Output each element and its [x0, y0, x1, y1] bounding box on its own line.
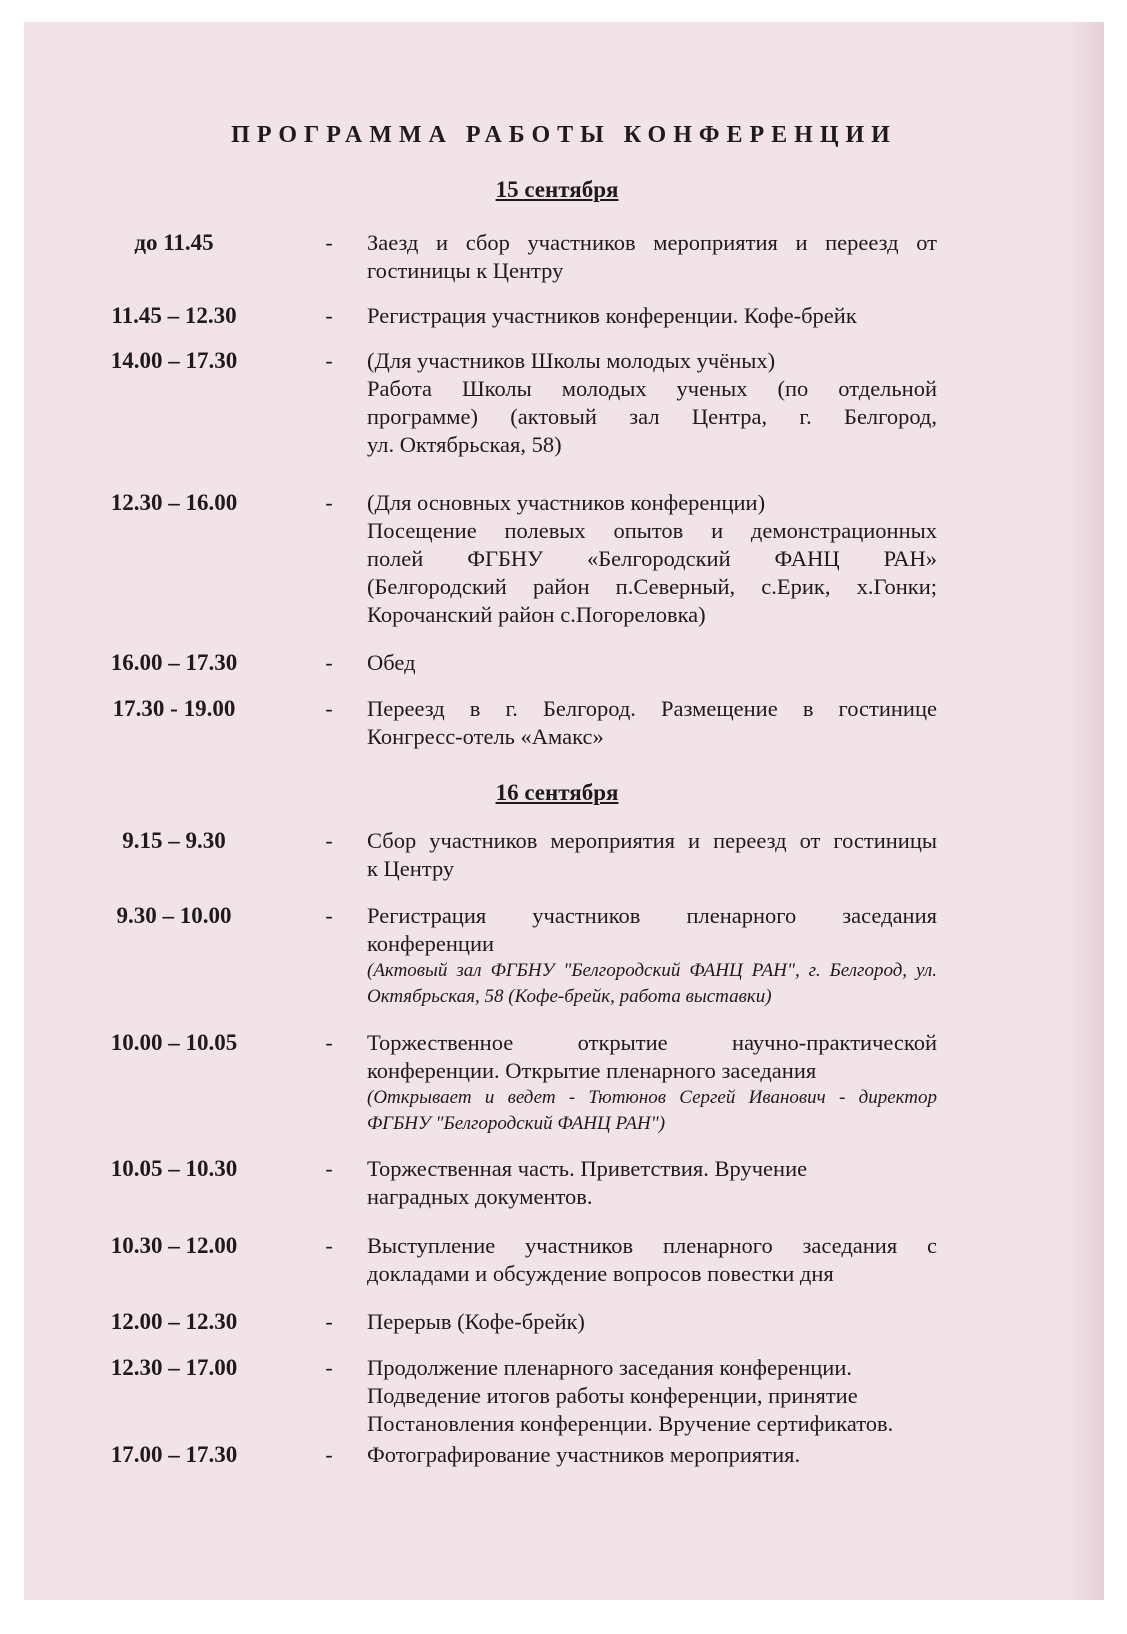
event-time: 14.00 – 17.30: [110, 348, 238, 373]
event-description: [367, 229, 937, 285]
day-heading: 16 сентября: [495, 780, 619, 805]
description-line: полей ФГБНУ «Белгородский ФАНЦ РАН»: [367, 546, 937, 571]
description-line: Торжественное открытие научно-практической: [367, 1030, 937, 1055]
document-page: [24, 22, 1104, 1600]
event-dash: -: [325, 303, 333, 328]
event-description: [367, 695, 937, 751]
event-dash: -: [325, 1156, 333, 1181]
description-line: Обед: [367, 650, 416, 675]
event-description: [367, 1441, 937, 1469]
description-line: Конгресс-отель «Амакс»: [367, 724, 604, 749]
description-line: (Для участников Школы молодых учёных): [367, 348, 776, 373]
event-time: 17.30 - 19.00: [112, 696, 236, 721]
event-note: (Открывает и ведет - Тютюнов Сергей Иванович - директор ФГБНУ "Белгородский ФАНЦ РАН"): [367, 1087, 937, 1134]
event-dash: -: [325, 490, 333, 515]
event-time: 12.30 – 16.00: [110, 490, 238, 515]
description-line: ул. Октябрьская, 58): [367, 432, 562, 457]
page-edge-shade: [1068, 22, 1104, 1600]
event-dash: -: [325, 348, 333, 373]
description-line: (Белгородский район п.Северный, с.Ерик, х.Гонки;: [367, 574, 937, 599]
event-description: [367, 827, 937, 883]
description-line: Постановления конференции. Вручение сертификатов.: [367, 1411, 894, 1436]
description-line: конференции. Открытие пленарного заседания: [367, 1058, 817, 1083]
description-line: Посещение полевых опытов и демонстрационных: [367, 518, 937, 543]
program-title: ПРОГРАММА РАБОТЫ КОНФЕРЕНЦИИ: [231, 122, 897, 148]
event-time: 10.05 – 10.30: [110, 1156, 238, 1181]
event-note: (Актовый зал ФГБНУ "Белгородский ФАНЦ РАН", г. Белгород, ул. Октябрьская, 58 (Кофе-брейк, работа выставки): [367, 960, 937, 1007]
event-dash: -: [325, 650, 333, 675]
description-line: Перерыв (Кофе-брейк): [367, 1309, 585, 1334]
description-line: программе) (актовый зал Центра, г. Белгород,: [367, 404, 937, 429]
event-dash: -: [325, 696, 333, 721]
event-dash: -: [325, 1355, 333, 1380]
description-line: Продолжение пленарного заседания конференции.: [367, 1355, 853, 1380]
description-line: (Для основных участников конференции): [367, 490, 766, 515]
event-time: до 11.45: [134, 230, 214, 255]
event-time: 9.30 – 10.00: [116, 903, 232, 928]
description-line: Заезд и сбор участников мероприятия и переезд от: [367, 230, 937, 255]
event-dash: -: [325, 1309, 333, 1334]
description-line: Работа Школы молодых ученых (по отдельной: [367, 376, 937, 401]
event-dash: -: [325, 903, 333, 928]
event-description: [367, 902, 937, 1010]
event-description: [367, 1029, 937, 1137]
event-time: 11.45 – 12.30: [111, 303, 237, 328]
event-time: 10.00 – 10.05: [110, 1030, 238, 1055]
event-dash: -: [325, 1233, 333, 1258]
event-description: [367, 649, 937, 677]
description-line: Выступление участников пленарного заседания с: [367, 1233, 937, 1258]
description-line: Регистрация участников пленарного заседания: [367, 903, 937, 928]
description-line: Переезд в г. Белгород. Размещение в гостинице: [367, 696, 937, 721]
event-dash: -: [325, 230, 333, 255]
description-line: конференции: [367, 931, 495, 956]
event-time: 17.00 – 17.30: [110, 1442, 238, 1467]
description-line: наградных документов.: [367, 1184, 593, 1209]
event-description: [367, 1155, 937, 1211]
description-line: к Центру: [367, 856, 455, 881]
event-description: [367, 1354, 937, 1438]
event-time: 16.00 – 17.30: [110, 650, 238, 675]
description-line: Торжественная часть. Приветствия. Вручение: [367, 1156, 808, 1181]
description-line: докладами и обсуждение вопросов повестки дня: [367, 1261, 834, 1286]
description-line: Корочанский район с.Погореловка): [367, 602, 706, 627]
event-description: [367, 302, 937, 330]
event-description: [367, 1308, 937, 1336]
event-time: 9.15 – 9.30: [122, 828, 226, 853]
event-description: [367, 1232, 937, 1288]
event-dash: -: [325, 1030, 333, 1055]
event-description: [367, 347, 937, 459]
description-line: гостиницы к Центру: [367, 258, 564, 283]
event-time: 12.00 – 12.30: [110, 1309, 238, 1334]
event-dash: -: [325, 1442, 333, 1467]
description-line: Сбор участников мероприятия и переезд от гостиницы: [367, 828, 937, 853]
event-time: 10.30 – 12.00: [110, 1233, 238, 1258]
day-heading: 15 сентября: [495, 177, 619, 202]
event-description: [367, 489, 937, 629]
event-dash: -: [325, 828, 333, 853]
event-time: 12.30 – 17.00: [110, 1355, 238, 1380]
description-line: Подведение итогов работы конференции, принятие: [367, 1383, 858, 1408]
description-line: Фотографирование участников мероприятия.: [367, 1442, 801, 1467]
description-line: Регистрация участников конференции. Кофе-брейк: [367, 303, 857, 328]
